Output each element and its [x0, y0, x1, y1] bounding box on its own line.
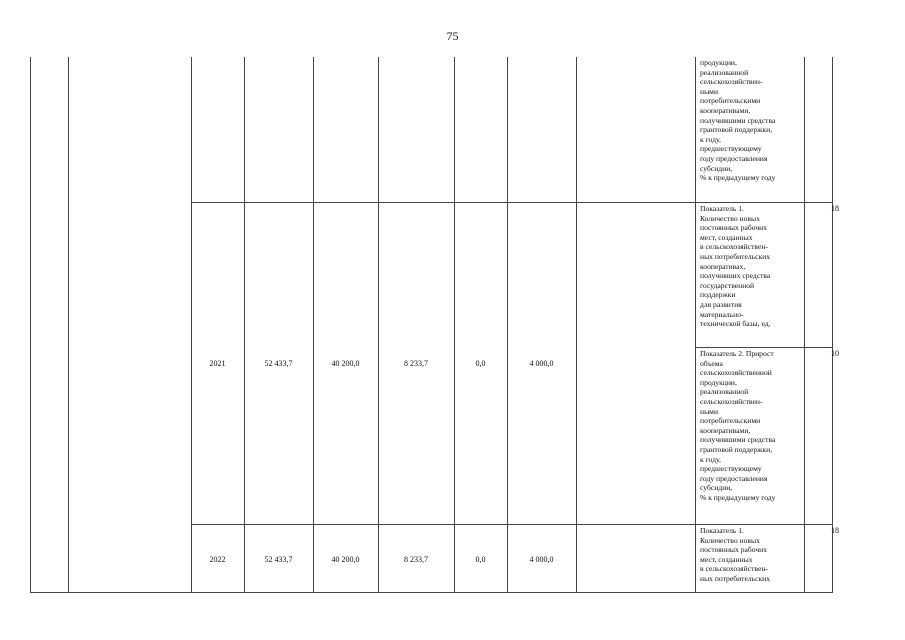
col-divider	[695, 57, 696, 592]
value-cell: 52 433,7	[264, 359, 293, 368]
value-cell: 0,0	[475, 555, 486, 564]
indicator-text: продукции, реализованной сельскохозяйствен- ными потребительскими кооперативами, получившими средства грантовой поддержки, к году, предшествующему году предоставления субсидии, % к предыдущему году	[700, 58, 776, 183]
indicator-text: Показатель 1. Количество новых постоянных рабочих мест, созданных в сельскохозяйствен- ных потребительских	[700, 526, 770, 583]
indicator-value: 18	[831, 526, 839, 535]
indicator-text: Показатель 1. Количество новых постоянных рабочих мест, созданных в сельскохозяйствен- ных потребительских кооперативах, получивших средства государственной поддержки для развития материально- технической базы, ед.	[700, 204, 771, 329]
page-number: 75	[446, 29, 459, 43]
year-cell: 2022	[209, 555, 226, 564]
indicator-value: 10	[831, 349, 839, 358]
col-divider	[68, 57, 69, 592]
row-divider	[695, 347, 832, 348]
row-divider	[191, 202, 832, 203]
col-divider	[244, 57, 245, 592]
col-divider	[576, 57, 577, 592]
budget-table	[30, 57, 839, 593]
col-divider	[454, 57, 455, 592]
value-cell: 0,0	[475, 359, 486, 368]
value-cell: 52 433,7	[264, 555, 293, 564]
indicator-value: 18	[831, 204, 839, 213]
indicator-text: Показатель 2. Прирост объема сельскохозяйственной продукции, реализованной сельскохозяйствен- ными потребительскими кооперативами, получившими средства грантовой поддержки, к году, предшествующему году предоставления субсидии, % к предыдущему году	[700, 349, 776, 502]
value-cell: 40 200,0	[331, 359, 360, 368]
row-divider	[191, 524, 832, 525]
year-cell: 2021	[209, 359, 226, 368]
col-divider	[313, 57, 314, 592]
value-cell: 40 200,0	[331, 555, 360, 564]
value-cell: 8 233,7	[404, 555, 428, 564]
value-cell: 8 233,7	[404, 359, 428, 368]
value-cell: 4 000,0	[529, 555, 554, 564]
value-cell: 4 000,0	[529, 359, 554, 368]
col-divider	[191, 57, 192, 592]
col-divider	[378, 57, 379, 592]
col-divider	[507, 57, 508, 592]
col-divider	[804, 57, 805, 592]
